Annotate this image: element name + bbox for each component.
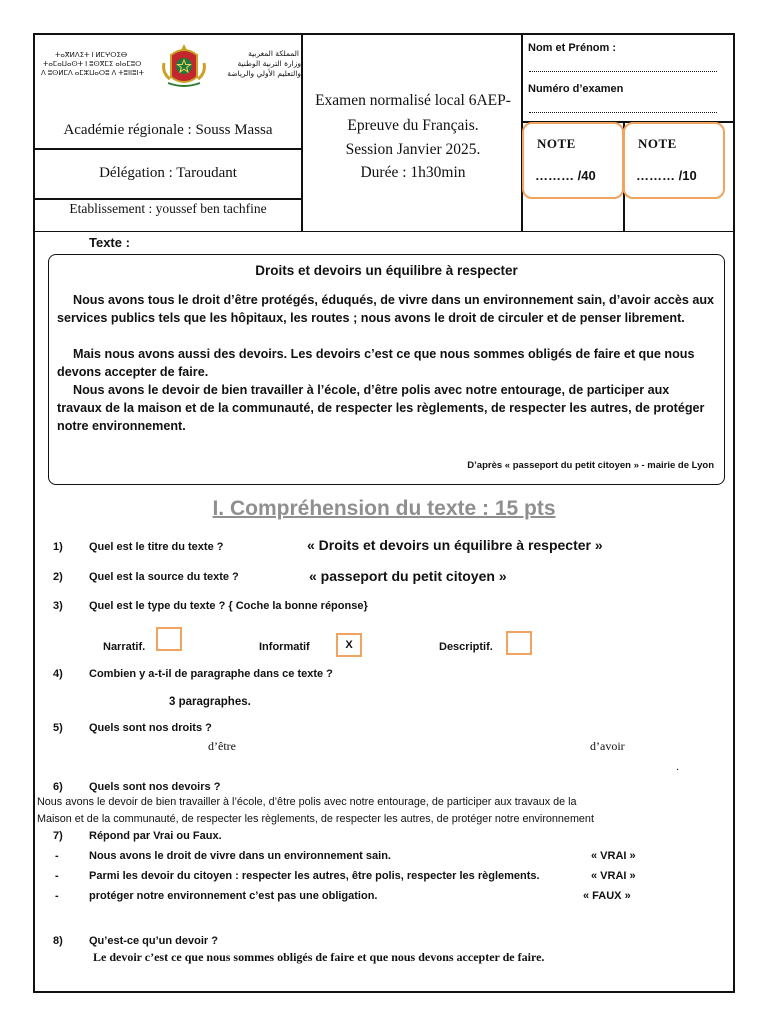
option-descriptif-label: Descriptif. — [439, 641, 493, 653]
q5-answer-2: d’avoir — [590, 739, 625, 753]
exam-subject-line: Epreuve du Français. — [347, 117, 479, 134]
q7-text: Répond par Vrai ou Faux. — [89, 830, 222, 842]
q3-text: Quel est le type du texte ? { Coche la bonne réponse} — [89, 600, 368, 612]
text-paragraph-1: Nous avons tous le droit d’être protégés, éduqués, de vivre dans un environnement sain, d’avoir accès aux services publics tels que les hôpitaux, les routes ; nous avons le droit de circuler et de penser librement. — [57, 293, 715, 325]
text-paragraph-2: Mais nous avons aussi des devoirs. Les devoirs c’est ce que nous sommes obligés de faire et que nous devons accepter de faire. — [57, 347, 695, 379]
exam-session-line: Session Janvier 2025. — [345, 141, 481, 158]
academie-label: Académie régionale : Souss Massa — [63, 122, 273, 138]
q7-item-2-text: Parmi les devoir du citoyen : respecter les autres, être polis, respecter les règlements. — [89, 870, 540, 882]
q6-answer-line-2: Maison et de la communauté, de respecter les règlements, de respecter les autres, de protéger notre environnement — [37, 813, 594, 825]
q7-item-3-answer: « FAUX » — [583, 890, 631, 902]
q7-item-dash: - — [55, 870, 59, 882]
q6-answer-line-1: Nous avons le devoir de bien travailler à l’école, d’être polis avec notre entourage, de participer aux travaux de la — [37, 796, 577, 808]
etablissement-label: Etablissement : youssef ben tachfine — [69, 201, 267, 216]
q8-answer: Le devoir c’est ce que nous sommes obligés de faire et que nous devons accepter de faire. — [93, 950, 545, 964]
note-box-10[interactable] — [623, 122, 725, 199]
q2-answer: « passeport du petit citoyen » — [309, 568, 507, 584]
q5-number: 5) — [53, 722, 63, 734]
exam-title-line: Examen normalisé local 6AEP- — [315, 92, 511, 109]
q7-item-dash: - — [55, 890, 59, 902]
q4-number: 4) — [53, 668, 63, 680]
q4-answer: 3 paragraphes. — [169, 696, 251, 708]
section-title: I. Compréhension du texte : 15 pts — [212, 497, 556, 520]
nom-prenom-field[interactable] — [529, 71, 717, 72]
tifinagh-line-2: ⵜⴰⵎⴰⵡⴰⵙⵜ ⵏ ⵓⵙⴳⵎⵉ ⴰⵏⴰⵎⵓⵔ — [43, 61, 142, 68]
q3-number: 3) — [53, 600, 63, 612]
q1-text: Quel est le titre du texte ? — [89, 541, 224, 553]
q7-item-3-text: protéger notre environnement c’est pas une obligation. — [89, 890, 378, 902]
q2-number: 2) — [53, 571, 63, 583]
reading-text-box — [48, 254, 725, 485]
moroccan-emblem-icon — [160, 41, 208, 89]
tifinagh-line-3: ⴷ ⵓⵙⵍⵎⴷ ⴰⵎⵣⵡⴰⵔⵓ ⴷ ⵜⵓⵏⵏⵓⵏⵜ — [41, 70, 144, 77]
q7-item-dash: - — [55, 850, 59, 862]
texte-label: Texte : — [89, 235, 130, 250]
q6-number: 6) — [53, 781, 63, 793]
exam-page — [33, 33, 735, 993]
q8-text: Qu’est-ce qu’un devoir ? — [89, 935, 218, 947]
q6-text: Quels sont nos devoirs ? — [89, 781, 221, 793]
nom-prenom-label: Nom et Prénom : — [528, 42, 617, 54]
q5-answer-3: . — [676, 759, 679, 773]
numero-examen-field[interactable] — [529, 112, 717, 113]
option-narratif-checkbox[interactable] — [156, 627, 182, 651]
exam-duration-line: Durée : 1h30min — [360, 164, 466, 181]
q7-item-1-text: Nous avons le droit de vivre dans un environnement sain. — [89, 850, 391, 862]
arabic-line-1: المملكة المغربية — [248, 49, 299, 58]
text-source: D’après « passeport du petit citoyen » - mairie de Lyon — [467, 460, 714, 471]
note-title-10: NOTE — [638, 136, 677, 151]
q7-number: 7) — [53, 830, 63, 842]
note-value-10: ……… /10 — [636, 168, 697, 183]
arabic-line-2: وزارة التربية الوطنية — [237, 59, 301, 68]
q7-item-1-answer: « VRAI » — [591, 850, 636, 862]
text-title: Droits et devoirs un équilibre à respecter — [255, 263, 518, 278]
q5-text: Quels sont nos droits ? — [89, 722, 212, 734]
option-descriptif-checkbox[interactable] — [506, 631, 532, 655]
exam-header — [35, 35, 733, 232]
q1-number: 1) — [53, 541, 63, 553]
note-value-40: ……… /40 — [535, 168, 596, 183]
q4-text: Combien y a-t-il de paragraphe dans ce texte ? — [89, 668, 333, 680]
option-informatif-label: Informatif — [259, 641, 310, 653]
option-narratif-label: Narratif. — [103, 641, 146, 653]
text-paragraph-3: Nous avons le devoir de bien travailler à l’école, d’être polis avec notre entourage, de participer aux travaux de la maison et de la communauté, de respecter les règlements, de respecter les autres, de protéger notre environnement. — [57, 383, 705, 433]
note-title-40: NOTE — [537, 136, 576, 151]
q2-text: Quel est la source du texte ? — [89, 571, 239, 583]
q7-item-2-answer: « VRAI » — [591, 870, 636, 882]
q5-answer-1: d’être — [208, 739, 236, 753]
tifinagh-line-1: ⵜⴰⴳⵍⴷⵉⵜ ⵏ ⵍⵎⵖⵔⵉⴱ — [55, 52, 128, 59]
option-informatif-checkbox[interactable]: X — [336, 633, 362, 657]
delegation-label: Délégation : Taroudant — [99, 165, 237, 181]
arabic-line-3: والتعليم الأولي والرياضة — [227, 69, 301, 78]
q1-answer: « Droits et devoirs un équilibre à respecter » — [307, 537, 603, 553]
q8-number: 8) — [53, 935, 63, 947]
note-box-40[interactable] — [522, 122, 624, 199]
numero-examen-label: Numéro d’examen — [528, 83, 624, 95]
